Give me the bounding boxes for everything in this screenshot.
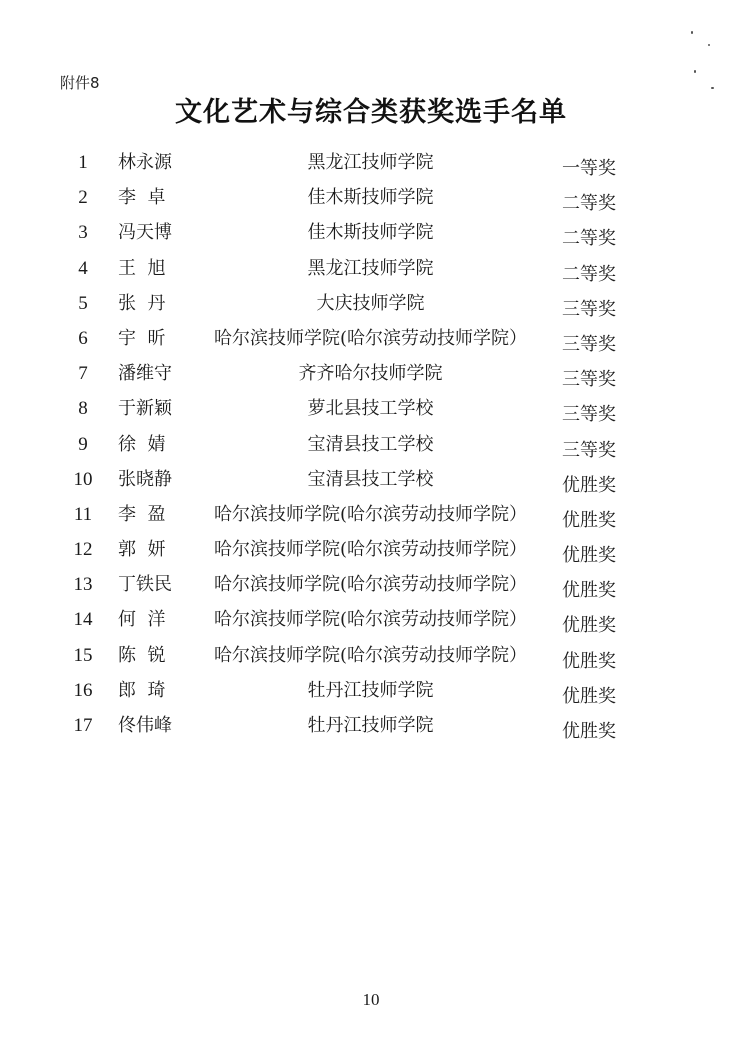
award-level: 三等奖	[562, 439, 616, 461]
scan-speck	[708, 44, 710, 46]
school-name: 黑龙江技师学院	[307, 257, 434, 279]
row-number: 3	[78, 222, 88, 244]
school-name: 宝清县技工学校	[307, 433, 434, 455]
scan-speck	[711, 87, 714, 89]
list-item	[0, 571, 742, 606]
award-level: 优胜奖	[562, 650, 616, 672]
list-item	[0, 466, 742, 501]
school-name: 牡丹江技师学院	[307, 679, 434, 701]
winner-name: 佟伟峰	[118, 715, 172, 736]
list-item	[0, 606, 742, 641]
school-name: 哈尔滨技师学院(哈尔滨劳动技师学院）	[213, 609, 528, 631]
award-level: 优胜奖	[562, 685, 616, 707]
award-level: 三等奖	[562, 369, 616, 391]
award-level: 三等奖	[562, 333, 616, 355]
school-name: 宝清县技工学校	[307, 468, 434, 490]
row-number: 12	[73, 539, 93, 561]
row-number: 15	[73, 644, 93, 666]
row-number: 2	[78, 187, 88, 209]
award-level: 三等奖	[562, 404, 616, 426]
row-number: 17	[73, 715, 93, 736]
list-item	[0, 219, 742, 254]
school-name: 佳木斯技师学院	[307, 222, 434, 244]
school-name: 萝北县技工学校	[307, 398, 434, 420]
winner-name: 郎 琦	[118, 679, 166, 701]
school-name: 哈尔滨技师学院(哈尔滨劳动技师学院）	[213, 644, 528, 666]
list-item	[0, 184, 742, 219]
school-name: 哈尔滨技师学院(哈尔滨劳动技师学院）	[213, 503, 528, 525]
award-level: 优胜奖	[562, 721, 616, 742]
row-number: 8	[78, 398, 88, 420]
award-list	[0, 149, 742, 747]
school-name: 哈尔滨技师学院(哈尔滨劳动技师学院）	[213, 327, 528, 349]
winner-name: 徐 婧	[118, 433, 166, 455]
row-number: 10	[73, 468, 93, 490]
award-level: 三等奖	[562, 298, 616, 320]
list-item	[0, 255, 742, 290]
winner-name: 李 卓	[118, 187, 166, 209]
list-item	[0, 290, 742, 325]
winner-name: 张晓静	[118, 468, 172, 490]
school-name: 黑龙江技师学院	[307, 152, 434, 173]
school-name: 齐齐哈尔技师学院	[298, 363, 443, 385]
list-item	[0, 677, 742, 712]
list-item	[0, 642, 742, 677]
scan-speck	[694, 70, 696, 73]
row-number: 6	[78, 327, 88, 349]
row-number: 4	[78, 257, 88, 279]
list-item	[0, 395, 742, 430]
award-level: 优胜奖	[562, 615, 616, 637]
page-number: 10	[362, 990, 380, 1009]
scan-speck	[691, 31, 693, 34]
list-item	[0, 536, 742, 571]
row-number: 16	[73, 679, 93, 701]
winner-name: 丁铁民	[118, 574, 172, 596]
list-item	[0, 712, 742, 747]
winner-name: 张 丹	[118, 292, 166, 314]
row-number: 14	[73, 609, 93, 631]
winner-name: 宇 昕	[118, 327, 166, 349]
award-level: 二等奖	[562, 263, 616, 285]
document-title: 文化艺术与综合类获奖选手名单	[175, 97, 567, 128]
school-name: 牡丹江技师学院	[307, 715, 434, 736]
winner-name: 王 旭	[118, 257, 166, 279]
winner-name: 潘维守	[118, 363, 172, 385]
winner-name: 于新颖	[118, 398, 172, 420]
school-name: 哈尔滨技师学院(哈尔滨劳动技师学院）	[213, 539, 528, 561]
award-level: 优胜奖	[562, 580, 616, 602]
list-item	[0, 360, 742, 395]
award-level: 优胜奖	[562, 474, 616, 496]
winner-name: 李 盈	[118, 503, 166, 525]
list-item	[0, 325, 742, 360]
winner-name: 冯天博	[118, 222, 172, 244]
winner-name: 何 洋	[118, 609, 166, 631]
award-level: 二等奖	[562, 193, 616, 215]
award-level: 优胜奖	[562, 545, 616, 567]
row-number: 9	[78, 433, 88, 455]
row-number: 1	[78, 152, 88, 173]
award-level: 一等奖	[562, 158, 616, 179]
school-name: 大庆技师学院	[316, 292, 425, 314]
list-item	[0, 431, 742, 466]
award-level: 二等奖	[562, 228, 616, 250]
list-item	[0, 501, 742, 536]
award-level: 优胜奖	[562, 509, 616, 531]
row-number: 13	[73, 574, 93, 596]
row-number: 7	[78, 363, 88, 385]
school-name: 佳木斯技师学院	[307, 187, 434, 209]
list-item	[0, 149, 742, 184]
school-name: 哈尔滨技师学院(哈尔滨劳动技师学院）	[213, 574, 528, 596]
winner-name: 陈 锐	[118, 644, 166, 666]
row-number: 11	[73, 503, 93, 525]
row-number: 5	[78, 292, 88, 314]
winner-name: 林永源	[118, 152, 172, 173]
attachment-label: 附件8	[60, 74, 100, 92]
winner-name: 郭 妍	[118, 539, 166, 561]
